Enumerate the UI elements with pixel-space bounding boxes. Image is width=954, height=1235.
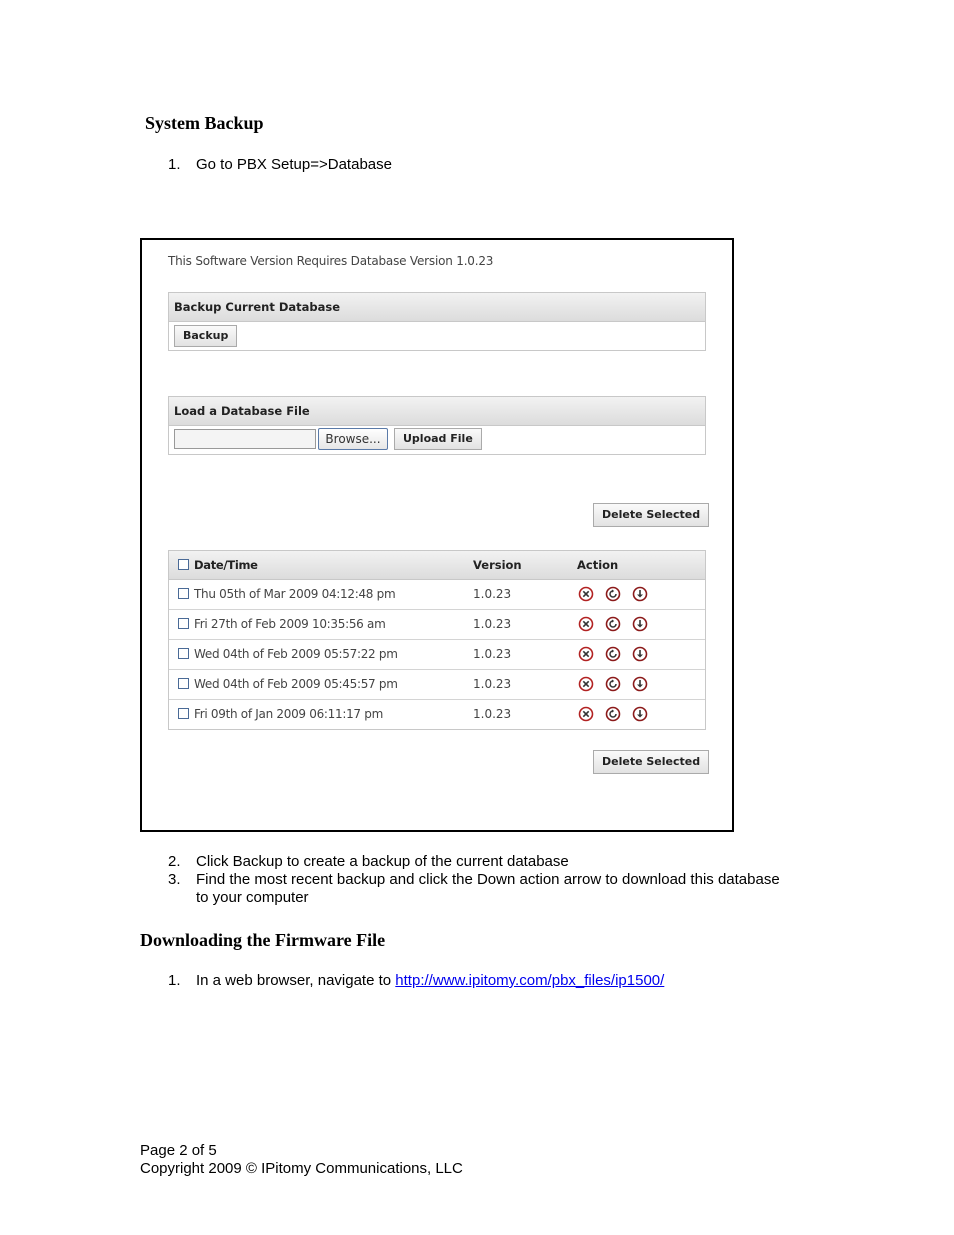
select-all-checkbox[interactable] — [178, 559, 189, 570]
row-date: Thu 05th of Mar 2009 04:12:48 pm — [194, 587, 396, 601]
table-header — [169, 551, 705, 580]
footer-page-number: Page 2 of 5 — [140, 1142, 217, 1159]
restore-icon[interactable] — [605, 646, 621, 662]
step-1 — [168, 156, 768, 174]
table-row — [169, 670, 705, 700]
firmware-link[interactable]: http://www.ipitomy.com/pbx_files/ip1500/ — [395, 972, 665, 989]
download-icon[interactable] — [632, 646, 648, 662]
backup-button[interactable]: Backup — [174, 325, 237, 347]
row-checkbox[interactable] — [178, 588, 189, 599]
row-version: 1.0.23 — [473, 677, 512, 691]
row-version: 1.0.23 — [473, 587, 512, 601]
delete-icon[interactable] — [578, 676, 594, 692]
file-path-input[interactable] — [174, 429, 316, 449]
restore-icon[interactable] — [605, 616, 621, 632]
step-number: 3. — [168, 871, 181, 888]
backup-table — [168, 550, 706, 730]
section-heading-firmware: Downloading the Firmware File — [140, 930, 386, 950]
row-checkbox[interactable] — [178, 678, 189, 689]
table-row — [169, 610, 705, 640]
step-number: 2. — [168, 853, 181, 870]
table-row — [169, 580, 705, 610]
step-text: Click Backup to create a backup of the current database — [196, 853, 569, 870]
row-version: 1.0.23 — [473, 647, 512, 661]
delete-icon[interactable] — [578, 706, 594, 722]
load-panel-title: Load a Database File — [169, 397, 705, 426]
row-checkbox[interactable] — [178, 708, 189, 719]
database-screenshot — [140, 238, 734, 832]
step-2 — [168, 853, 868, 871]
delete-selected-button-top[interactable]: Delete Selected — [593, 503, 709, 527]
row-checkbox[interactable] — [178, 618, 189, 629]
step-number: 1. — [168, 972, 181, 989]
firmware-step-1 — [168, 972, 868, 990]
header-version: Version — [473, 558, 522, 572]
upload-file-button[interactable]: Upload File — [394, 428, 482, 450]
row-version: 1.0.23 — [473, 707, 512, 721]
row-date: Fri 09th of Jan 2009 06:11:17 pm — [194, 707, 383, 721]
load-database-panel — [168, 396, 706, 455]
table-row — [169, 640, 705, 670]
step-text — [196, 972, 664, 990]
delete-icon[interactable] — [578, 646, 594, 662]
table-row — [169, 700, 705, 729]
row-date: Fri 27th of Feb 2009 10:35:56 am — [194, 617, 386, 631]
restore-icon[interactable] — [605, 676, 621, 692]
header-date: Date/Time — [194, 558, 258, 572]
footer-copyright: Copyright 2009 © IPitomy Communications, LLC — [140, 1160, 463, 1177]
delete-icon[interactable] — [578, 586, 594, 602]
row-date: Wed 04th of Feb 2009 05:57:22 pm — [194, 647, 398, 661]
step-text-prefix: In a web browser, navigate to — [196, 972, 396, 989]
section-heading-system-backup: System Backup — [145, 113, 264, 133]
row-date: Wed 04th of Feb 2009 05:45:57 pm — [194, 677, 398, 691]
step-3 — [168, 871, 868, 907]
version-note: This Software Version Requires Database Version 1.0.23 — [168, 254, 494, 268]
restore-icon[interactable] — [605, 586, 621, 602]
download-icon[interactable] — [632, 616, 648, 632]
row-version: 1.0.23 — [473, 617, 512, 631]
download-icon[interactable] — [632, 676, 648, 692]
browse-button[interactable]: Browse... — [318, 428, 388, 450]
backup-panel-title: Backup Current Database — [169, 293, 705, 322]
step-text-line1: Find the most recent backup and click the Down action arrow to download this database — [196, 871, 780, 888]
restore-icon[interactable] — [605, 706, 621, 722]
step-text: Go to PBX Setup=>Database — [196, 156, 392, 173]
backup-panel — [168, 292, 706, 351]
step-text-line2: to your computer — [196, 889, 309, 906]
delete-icon[interactable] — [578, 616, 594, 632]
step-number: 1. — [168, 156, 181, 173]
row-checkbox[interactable] — [178, 648, 189, 659]
delete-selected-button-bottom[interactable]: Delete Selected — [593, 750, 709, 774]
download-icon[interactable] — [632, 586, 648, 602]
download-icon[interactable] — [632, 706, 648, 722]
header-action: Action — [577, 558, 619, 572]
